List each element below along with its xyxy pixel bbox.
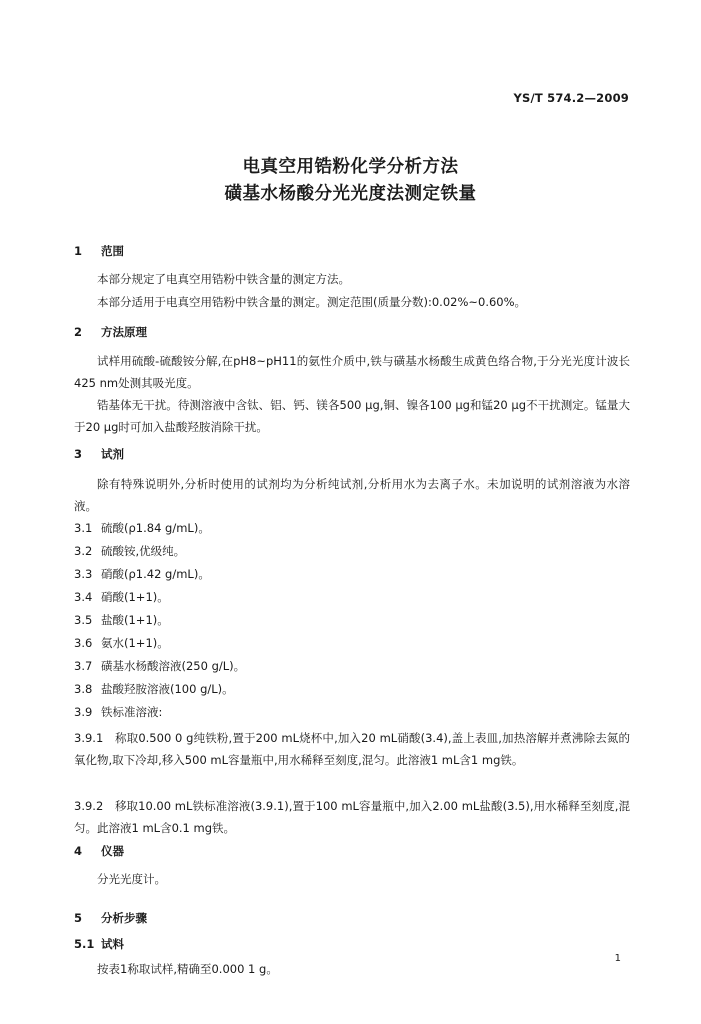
section-title: 仪器 xyxy=(101,844,124,858)
paragraph: 分光光度计。 xyxy=(97,872,166,886)
section-title: 范围 xyxy=(101,244,124,258)
document-title-line1: 电真空用锆粉化学分析方法 xyxy=(242,157,459,177)
list-item: 3.4 硝酸(1+1)。 xyxy=(74,590,169,604)
paragraph: 除有特殊说明外,分析时使用的试剂均为分析纯试剂,分析用水为去离子水。未加说明的试剂溶液为水溶液。 xyxy=(74,477,630,513)
section-number: 5 xyxy=(74,911,83,925)
section-heading-4 xyxy=(74,843,124,859)
paragraph: 试样用硫酸-硫酸铵分解,在pH8~pH11的氨性介质中,铁与磺基水杨酸生成黄色络合物,于分光光度计波长425 nm处测其吸光度。 xyxy=(74,354,630,390)
section-title: 试剂 xyxy=(101,447,124,461)
section-heading-3 xyxy=(74,446,124,462)
paragraph: 本部分规定了电真空用锆粉中铁含量的测定方法。 xyxy=(97,272,350,286)
section-number: 4 xyxy=(74,844,83,858)
section-heading-1 xyxy=(74,243,124,259)
list-item: 3.5 盐酸(1+1)。 xyxy=(74,613,169,627)
list-item: 3.2 硫酸铵,优级纯。 xyxy=(74,544,186,558)
list-item: 3.8 盐酸羟胺溶液(100 g/L)。 xyxy=(74,682,234,696)
section-heading-5 xyxy=(74,910,147,926)
paragraph: 3.9.2 移取10.00 mL铁标准溶液(3.9.1),置于100 mL容量瓶中,加入2.00 mL盐酸(3.5),用水稀释至刻度,混匀。此溶液1 mL含0.1 mg铁。 xyxy=(74,799,630,835)
paragraph: 锆基体无干扰。待测溶液中含钛、铝、钙、镁各500 μg,铜、镍各100 μg和锰20 μg不干扰测定。锰量大于20 μg时可加入盐酸羟胺消除干扰。 xyxy=(74,398,630,434)
section-number: 2 xyxy=(74,325,83,339)
section-title: 分析步骤 xyxy=(101,911,147,925)
page-number: 1 xyxy=(614,953,621,964)
section-heading-2 xyxy=(74,324,147,340)
document-title-line2: 磺基水杨酸分光光度法测定铁量 xyxy=(224,184,477,204)
standard-code: YS/T 574.2—2009 xyxy=(513,91,629,105)
subsection-heading-5-1 xyxy=(74,936,124,952)
paragraph: 3.9.1 称取0.500 0 g纯铁粉,置于200 mL烧杯中,加入20 mL硝酸(3.4),盖上表皿,加热溶解并煮沸除去氮的氧化物,取下冷却,移入500 mL容量瓶中,用水稀释至刻度,混匀。此溶液1 mL含1 mg铁。 xyxy=(74,731,630,767)
section-number: 5.1 xyxy=(74,937,95,951)
list-item: 3.6 氨水(1+1)。 xyxy=(74,636,169,650)
section-number: 3 xyxy=(74,447,83,461)
paragraph: 按表1称取试样,精确至0.000 1 g。 xyxy=(97,962,278,976)
paragraph: 本部分适用于电真空用锆粉中铁含量的测定。测定范围(质量分数):0.02%~0.60%。 xyxy=(97,295,527,309)
section-title: 试料 xyxy=(101,937,124,951)
list-item: 3.7 磺基水杨酸溶液(250 g/L)。 xyxy=(74,659,246,673)
section-number: 1 xyxy=(74,244,83,258)
list-item: 3.1 硫酸(ρ1.84 g/mL)。 xyxy=(74,521,210,535)
section-title: 方法原理 xyxy=(101,325,147,339)
list-item: 3.9 铁标准溶液: xyxy=(74,705,163,719)
list-item: 3.3 硝酸(ρ1.42 g/mL)。 xyxy=(74,567,210,581)
